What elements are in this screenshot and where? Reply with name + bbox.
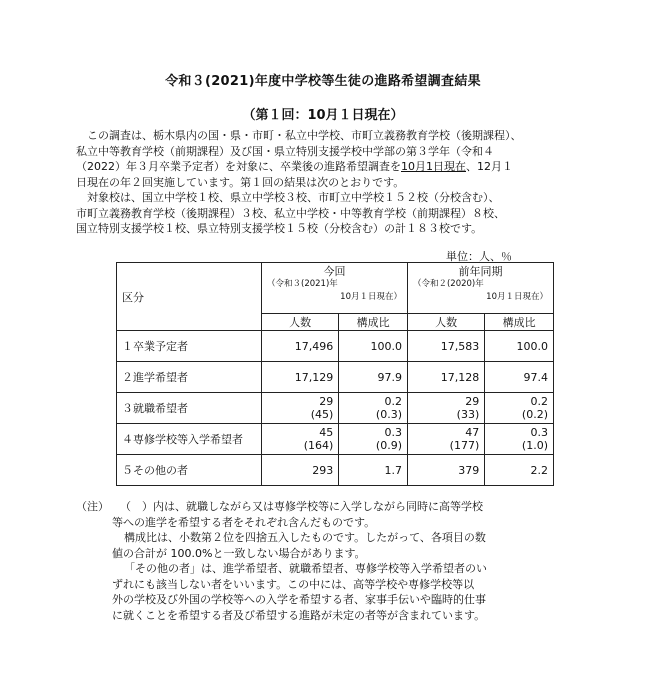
note-line: 等への進学を希望する者をそれぞれ含んだものです。	[112, 515, 376, 529]
intro-line: 対象校は、国立中学校１校、県立中学校３校、市町立中学校１５２校（分校含む）、	[76, 191, 500, 204]
row-label: ２進学希望者	[117, 362, 262, 393]
table-header-row	[117, 263, 554, 314]
subheader-ratio: 構成比	[485, 314, 554, 331]
intro-line: 市町立義務教育学校（後期課程）３校、私立中学校・中等教育学校（前期課程）８校、	[76, 206, 505, 220]
document-subtitle: （第１回：10月１日現在）	[242, 108, 404, 123]
previous-period-header	[407, 263, 553, 314]
cell-previous-ratio: 0.3 (1.0)	[485, 424, 554, 455]
current-date: 10月１日現在）	[340, 292, 402, 302]
cell-previous-ratio: 2.2	[485, 455, 554, 486]
previous-label: 前年同期	[458, 265, 503, 278]
note-line: 構成比は、小数第２位を四捨五入したものです。したがって、各項目の数	[124, 531, 486, 544]
document-title: 令和３(2021)年度中学校等生徒の進路希望調査結果	[165, 74, 481, 89]
cell-previous-ratio: 100.0	[485, 331, 554, 362]
note-line: 「その他の者」は、進学希望者、就職希望者、専修学校等入学希望者のい	[124, 562, 487, 575]
subheader-ratio: 構成比	[339, 314, 408, 331]
cell-previous-count: 379	[407, 455, 484, 486]
cell-current-ratio: 0.3 (0.9)	[339, 424, 408, 455]
current-period-header	[262, 263, 408, 314]
results-table	[116, 262, 554, 486]
cell-previous-ratio: 97.4	[485, 362, 554, 393]
row-label: ３就職希望者	[117, 393, 262, 424]
cell-previous-ratio: 0.2 (0.2)	[485, 393, 554, 424]
note-line: 値の合計が 100.0%と一致しない場合があります。	[112, 546, 366, 560]
note-line: （注） （ ）内は、就職しながら又は専修学校等に入学しながら同時に高等学校	[76, 500, 483, 513]
note-line: ずれにも該当しない者をいいます。この中には、高等学校や専修学校等以	[112, 577, 475, 591]
cell-current-ratio: 1.7	[339, 455, 408, 486]
current-era: （令和３(2021)年	[267, 279, 338, 289]
previous-date: 10月１日現在）	[486, 292, 548, 302]
unit-label: 単位：人、％	[446, 250, 512, 263]
cell-current-ratio: 100.0	[339, 331, 408, 362]
cell-previous-count: 17,128	[407, 362, 484, 393]
cell-current-count: 45 (164)	[262, 424, 339, 455]
note-marker: （注）	[76, 500, 104, 513]
intro-line-text: 、12月１	[466, 160, 513, 173]
intro-paragraph	[76, 128, 586, 237]
row-label: ４専修学校等入学希望者	[117, 424, 262, 455]
subheader-count: 人数	[262, 314, 339, 331]
cell-previous-count: 47 (177)	[407, 424, 484, 455]
intro-line: 日現在の年２回実施しています。第１回の結果は次のとおりです。	[76, 175, 405, 189]
category-header: 区分	[117, 263, 262, 331]
cell-previous-count: 17,583	[407, 331, 484, 362]
table-row	[117, 362, 554, 393]
row-label: １卒業予定者	[117, 331, 262, 362]
note-line: に就くことを希望する者及び希望する進路が未定の者等が含まれています。	[112, 608, 486, 622]
table-row	[117, 455, 554, 486]
table-row	[117, 424, 554, 455]
cell-current-count: 17,496	[262, 331, 339, 362]
intro-line	[76, 159, 586, 175]
row-label: ５その他の者	[117, 455, 262, 486]
intro-line: 私立中等教育学校（前期課程）及び国・県立特別支援学校中学部の第３学年（令和４	[76, 144, 494, 158]
cell-current-count: 293	[262, 455, 339, 486]
note-line: 外の学校及び外国の学校等への入学を希望する者、家事手伝いや臨時的仕事	[112, 593, 486, 606]
subheader-count: 人数	[407, 314, 484, 331]
cell-previous-count: 29 (33)	[407, 393, 484, 424]
cell-current-ratio: 97.9	[339, 362, 408, 393]
intro-line: この調査は、栃木県内の国・県・市町・私立中学校、市町立義務教育学校（後期課程）、	[76, 129, 522, 142]
intro-line: 国立特別支援学校１校、県立特別支援学校１５校（分校含む）の計１８３校です。	[76, 222, 483, 235]
table-row	[117, 393, 554, 424]
notes-section	[76, 499, 586, 623]
cell-current-ratio: 0.2 (0.3)	[339, 393, 408, 424]
previous-era: （令和２(2020)年	[412, 279, 484, 289]
current-label: 今回	[323, 265, 346, 278]
survey-date-underline: 10月1日現在	[401, 160, 466, 173]
cell-current-count: 17,129	[262, 362, 339, 393]
cell-current-count: 29 (45)	[262, 393, 339, 424]
table-row	[117, 331, 554, 362]
intro-line-text: （2022）年３月卒業予定者）を対象に、卒業後の進路希望調査を	[76, 160, 401, 173]
